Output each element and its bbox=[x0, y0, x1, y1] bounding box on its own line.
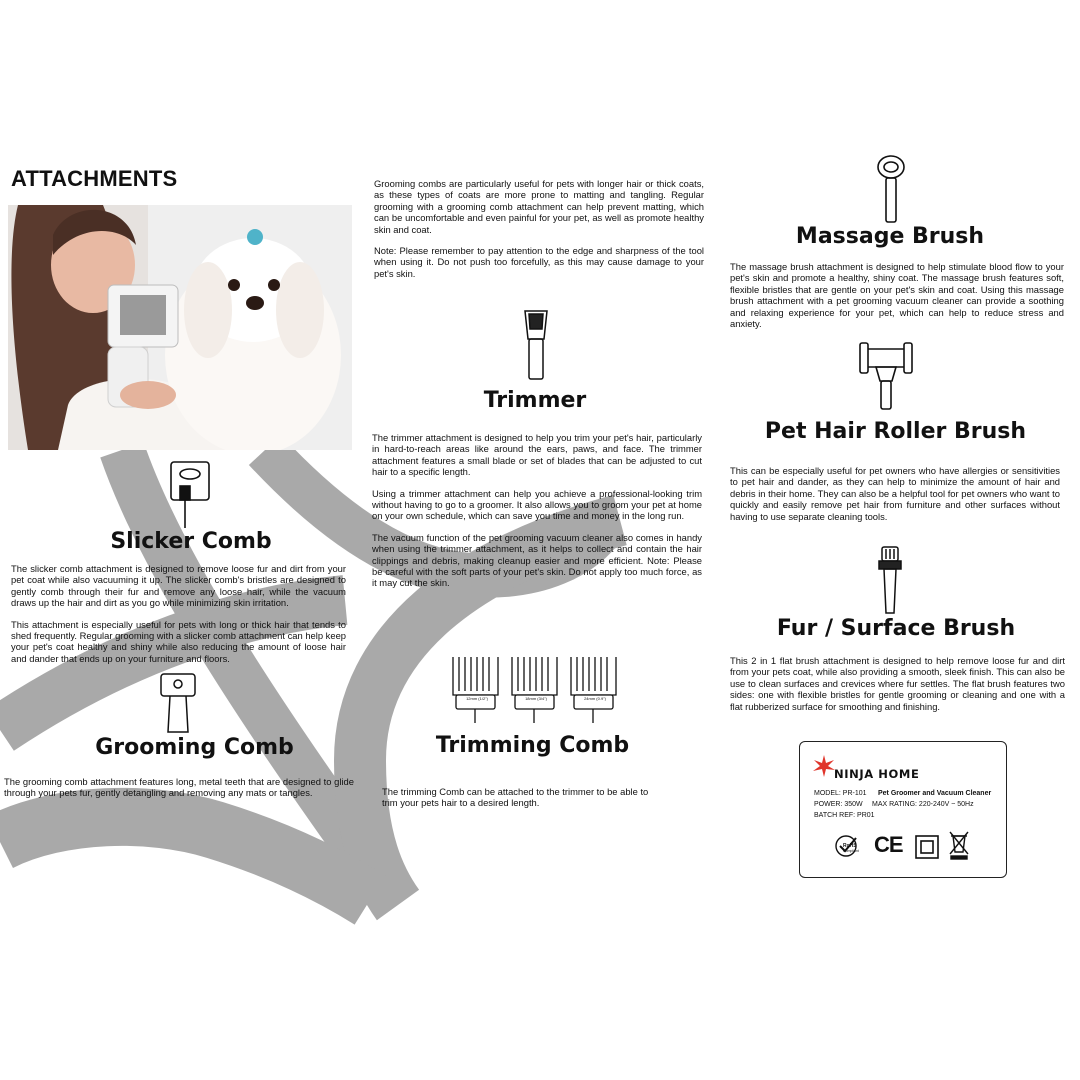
trimmer-paragraph: Using a trimmer attachment can help you achieve a professional-looking trim without having to go to a groomer. It also allows you to groom your pet at home on your own schedule, which can save you time and money in the long run. bbox=[372, 487, 702, 522]
roller-brush-icon bbox=[858, 341, 914, 411]
guide-size-label: 18mm (3/4") bbox=[525, 696, 547, 701]
slicker-comb-icon bbox=[168, 460, 214, 530]
weee-bin-icon bbox=[948, 830, 970, 860]
roller-brush-heading: Pet Hair Roller Brush bbox=[764, 419, 1027, 444]
slicker-comb-text bbox=[11, 563, 346, 674]
grooming-comb-note: Note: Please remember to pay attention to the edge and sharpness of the tool when using it. Do not push too forcefully, as this may cause damage to your pet's skin. bbox=[374, 245, 704, 279]
rohs-text: RoHS bbox=[843, 843, 857, 849]
trimmer-icon bbox=[522, 309, 550, 381]
guide-size-label: 12mm (1/2") bbox=[466, 696, 488, 701]
slicker-comb-paragraph: The slicker comb attachment is designed to remove loose fur and dirt from your pet coat while also vacuuming it up. The slicker comb's bristles are designed to gently comb through their fur and remove any loose hair, while the vacuum draws up the hair and dirt as you go while minimizing skin irritation. bbox=[11, 563, 346, 609]
massage-brush-heading: Massage Brush bbox=[795, 224, 985, 249]
massage-brush-icon bbox=[876, 154, 906, 224]
rating-label bbox=[799, 741, 1007, 878]
grooming-comb-more-text bbox=[374, 178, 704, 289]
power-rating: POWER: 350W bbox=[814, 801, 863, 808]
trimming-comb-text bbox=[382, 786, 657, 819]
massage-brush-text bbox=[730, 261, 1064, 339]
grooming-comb-text bbox=[4, 776, 354, 809]
grooming-comb-heading: Grooming Comb bbox=[95, 735, 294, 760]
trimming-comb-paragraph: The trimming Comb can be attached to the trimmer to be able to trim your pets hair to a desired length. bbox=[382, 786, 649, 809]
model-number: MODEL: PR-101 bbox=[814, 790, 867, 797]
trimmer-heading: Trimmer bbox=[483, 388, 587, 413]
trimmer-text bbox=[372, 432, 702, 599]
ce-mark-icon: CE bbox=[874, 832, 903, 857]
grooming-comb-icon bbox=[158, 672, 198, 734]
voltage-rating: MAX RATING: 220-240V ~ 50Hz bbox=[872, 801, 974, 808]
dog-photo bbox=[8, 205, 352, 450]
batch-ref: BATCH REF: PR01 bbox=[814, 812, 875, 819]
slicker-comb-heading: Slicker Comb bbox=[110, 529, 272, 554]
rohs-icon bbox=[834, 834, 862, 860]
trimmer-paragraph: The trimmer attachment is designed to help you trim your pet's hair, particularly in hard-to-reach areas like around the ears, paws, and face. The trimmer attachment features a small blade or set of blades that can be adjusted to cut hair to a specific length. bbox=[372, 432, 702, 478]
fur-brush-heading: Fur / Surface Brush bbox=[776, 616, 1016, 641]
slicker-comb-paragraph: This attachment is especially useful for pets with long or thick hair that tends to shed frequently. Regular grooming with a slicker comb attachment can help keep your pet's coat healthy and shiny while also reducing the amount of loose hair and dander that ends up on your furniture and floors. bbox=[11, 618, 346, 664]
trimming-comb-heading: Trimming Comb bbox=[435, 733, 630, 758]
product-name: Pet Groomer and Vacuum Cleaner bbox=[878, 790, 992, 797]
class-ii-icon bbox=[915, 835, 939, 859]
brand-name: NINJA HOME bbox=[834, 767, 920, 781]
fur-brush-text bbox=[730, 655, 1065, 722]
fur-brush-icon bbox=[876, 545, 904, 615]
massage-brush-paragraph: The massage brush attachment is designed to help stimulate blood flow to your pet's skin and promote a healthy, shiny coat. The massage brush features soft, flexible bristles that are gentle on your pet's skin and coat. Using this massage brush attachment with a pet grooming vacuum cleaner can provide a soothing and relaxing experience for your pet, which can help to reduce stress and anxiety. bbox=[730, 261, 1064, 330]
trimming-comb-icon bbox=[450, 655, 620, 725]
roller-brush-paragraph: This can be especially useful for pet owners who have allergies or sensitivities to pet hair and dander, as they can help to minimize the amount of hair and debris in their home. They can also be a helpful tool for pet owners who want to quickly and easily remove pet hair from furniture and other surfaces without having to use separate cleaning tools. bbox=[730, 465, 1060, 522]
fur-brush-paragraph: This 2 in 1 flat brush attachment is designed to help remove loose fur and dirt from your pets coat, while also providing a smooth, sleek finish. This can also be use to clean surfaces and crevices where fur settles. The flat brush features two sides: one with flexible bristles for gentle grooming or cleaning and one with a flat rubberized surface for smoothing and finishing. bbox=[730, 655, 1065, 712]
ninja-logo-icon bbox=[812, 754, 836, 778]
grooming-comb-paragraph: The grooming comb attachment features long, metal teeth that are designed to glide through your pets fur, gently detangling and removing any mats or tangles. bbox=[4, 776, 354, 799]
guide-size-label: 24mm (0.9") bbox=[584, 696, 606, 701]
trimmer-paragraph: The vacuum function of the pet grooming vacuum cleaner also comes in handy when using the trimmer attachment, as it helps to collect and contain the hair clippings and debris, making cleanup easier and more efficient. Note: Please be careful with the soft parts of your pet's skin. Do not apply too much force, as it may cut the skin. bbox=[372, 531, 702, 589]
page-title: ATTACHMENTS bbox=[11, 166, 178, 191]
rohs-subtext: Compliant bbox=[843, 849, 859, 853]
grooming-comb-more-paragraph: Grooming combs are particularly useful for pets with longer hair or thick coats, as these types of coats are more prone to matting and tangling. Regular grooming with a grooming comb attachment can help prevent matting, which can be uncomfortable and even painful for your pet, as well as promote healthy skin and coat. bbox=[374, 178, 704, 235]
roller-brush-text bbox=[730, 465, 1060, 532]
